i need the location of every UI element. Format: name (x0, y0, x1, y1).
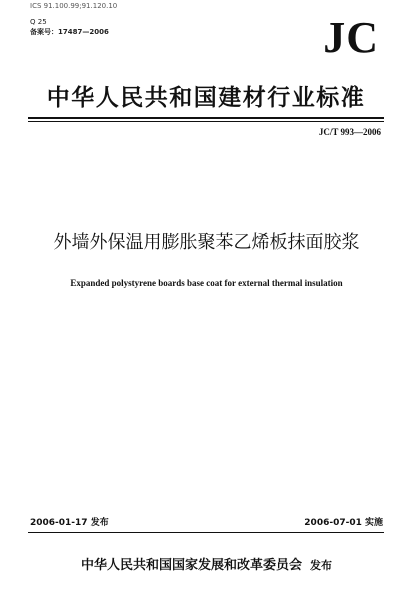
footer-rule (28, 532, 384, 533)
header-rule-thin (28, 121, 384, 122)
filing-number: 备案号：17487—2006 (30, 28, 109, 36)
standard-number: JC/T 993—2006 (318, 127, 381, 137)
header-rule-thick (28, 117, 384, 119)
document-title-english: Expanded polystyrene boards base coat for external thermal insulation (70, 278, 343, 288)
publisher-suffix: 发布 (310, 559, 332, 572)
publisher-name: 中华人民共和国国家发展和改革委员会 (80, 558, 302, 573)
document-title-chinese: 外墙外保温用膨胀聚苯乙烯板抹面胶浆 (53, 232, 360, 253)
standard-type-title: 中华人民共和国建材行业标准 (46, 85, 366, 111)
ics-code: ICS 91.100.99;91.120.10 (30, 2, 118, 10)
ccs-code: Q 25 (30, 18, 47, 26)
implementation-date: 2006-07-01 实施 (304, 518, 383, 528)
jc-logo: JC (323, 13, 379, 62)
issue-date: 2006-01-17 发布 (30, 518, 109, 528)
publisher-line (0, 558, 413, 574)
